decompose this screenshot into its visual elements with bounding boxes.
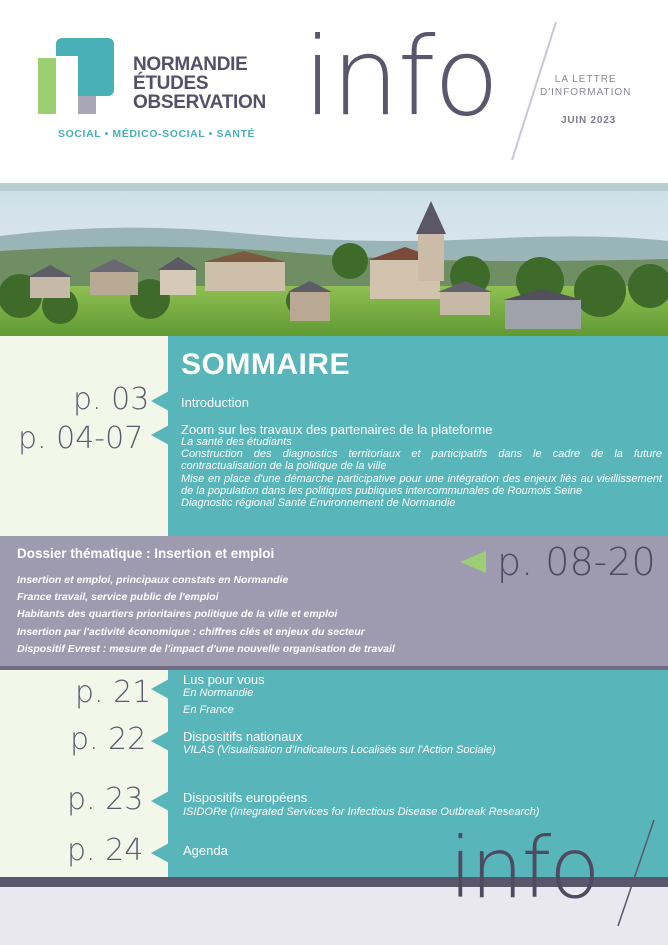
page-number-dispositifs-nationaux: p. 22 [70, 722, 147, 757]
newsletter-label-line1: LA LETTRE [554, 74, 617, 85]
dossier-item-france-travail[interactable]: France travail, service public de l'emploi [17, 591, 219, 604]
toc-link-lus-pour-vous[interactable]: Lus pour vous [183, 672, 265, 687]
org-name-line2: ÉTUDES [133, 73, 209, 94]
toc-sublink-en-france[interactable]: En France [183, 704, 234, 716]
sommaire-title: SOMMAIRE [181, 348, 350, 381]
toc-sublink-diagnostics[interactable]: Construction des diagnostics territoriaux et participatifs dans le cadre de la future contractualisation de la politique de la ville [181, 448, 662, 473]
zoom-sublist [181, 436, 662, 509]
newsletter-label [540, 73, 631, 99]
page-number-agenda: p. 24 [67, 833, 144, 868]
toc-sublink-sante-etudiants[interactable]: La santé des étudiants [181, 436, 292, 448]
toc-sublink-isidore[interactable]: ISIDORe (Integrated Services for Infectious Disease Outbreak Research) [183, 806, 540, 818]
toc-sublink-demarche-participative[interactable]: Mise en place d'une démarche participative pour une intégration des enjeux liés au vieillissement de la population dans les politiques publiques intercommunales de Roumois Seine [181, 472, 662, 497]
org-name-line3: OBSERVATION [133, 92, 266, 113]
pointer-arrow-introduction [151, 391, 169, 411]
pointer-arrow-agenda [151, 843, 169, 863]
dossier-item-evrest[interactable]: Dispositif Evrest : mesure de l'impact d'une nouvelle organisation de travail [17, 642, 395, 655]
footer-slash-icon [608, 818, 656, 928]
dossier-arrow-icon [460, 551, 486, 573]
header [0, 0, 668, 183]
page-number-introduction: p. 03 [73, 382, 150, 417]
dossier-item-quartiers[interactable]: Habitants des quartiers prioritaires politique de la ville et emploi [17, 608, 338, 621]
dossier-title[interactable]: Dossier thématique : Insertion et emploi [17, 546, 275, 561]
toc-link-introduction[interactable]: Introduction [181, 395, 249, 410]
footer-masthead: info [449, 819, 599, 917]
page-number-lus-pour-vous: p. 21 [75, 675, 152, 710]
header-band [0, 183, 668, 191]
pointer-arrow-zoom [151, 425, 169, 445]
dossier-list [17, 572, 395, 658]
pointer-arrow-lus-pour-vous [151, 679, 169, 699]
tagline: SOCIAL • MÉDICO-SOCIAL • SANTÉ [58, 128, 256, 140]
masthead-title: info [303, 15, 498, 140]
pointer-arrow-dispositifs-europeens [151, 791, 169, 811]
page-number-dispositifs-europeens: p. 23 [67, 782, 144, 817]
page-number-dossier: p. 08-20 [497, 540, 656, 584]
dossier-item-constats[interactable]: Insertion et emploi, principaux constats en Normandie [17, 574, 289, 586]
toc-link-dispositifs-nationaux[interactable]: Dispositifs nationaux [183, 729, 303, 744]
toc-link-zoom[interactable]: Zoom sur les travaux des partenaires de la plateforme [181, 422, 493, 437]
org-name-line1: NORMANDIE [133, 54, 248, 75]
toc-sublink-en-normandie[interactable]: En Normandie [183, 687, 254, 699]
newsletter-label-line2: D'INFORMATION [540, 87, 632, 98]
page-number-zoom: p. 04-07 [18, 421, 144, 456]
dossier-item-iae[interactable]: Insertion par l'activité économique : chiffres clés et enjeux du secteur [17, 625, 365, 638]
issue-date: JUIN 2023 [561, 115, 617, 126]
toc-link-dispositifs-europeens[interactable]: Dispositifs européens [183, 790, 308, 805]
toc-link-agenda[interactable]: Agenda [183, 843, 228, 858]
toc-sublink-vilas[interactable]: VILAS (Visualisation d'Indicateurs Localisés sur l'Action Sociale) [183, 744, 496, 756]
org-name [133, 55, 266, 112]
village-photo [0, 191, 668, 336]
toc-sublink-sante-environnement[interactable]: Diagnostic régional Santé Environnement de Normandie [181, 497, 456, 510]
pointer-arrow-dispositifs-nationaux [151, 731, 169, 751]
logo-mark-icon [38, 38, 114, 114]
